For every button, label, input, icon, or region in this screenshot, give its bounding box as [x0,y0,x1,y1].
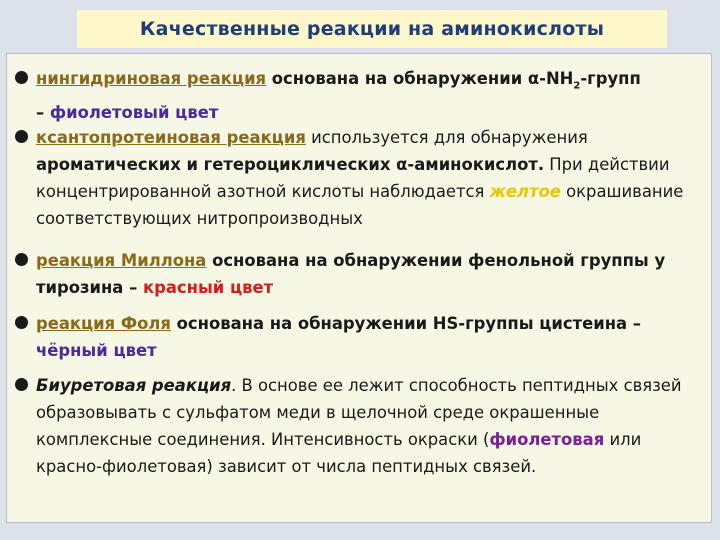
color-word: фиолетовый цвет [49,103,219,123]
reaction-label: реакция Фоля [36,314,171,333]
color-word: желтое [489,182,561,201]
content-panel [6,53,712,523]
reaction-label: ксантопротеиновая реакция [36,128,306,147]
item-text: нингидриновая реакция основана на обнаружении $\alpha-NH_2$-групп – фиолетовый цвет [36,69,641,123]
bullet-icon [15,316,28,329]
bullet-icon [15,130,28,143]
title-banner [77,10,667,48]
reaction-label: нингидриновая реакция [36,69,267,88]
color-word: фиолетовая [489,430,605,449]
reaction-label: Биуретовая реакция [36,376,232,395]
color-word: красный цвет [142,278,274,297]
item-text: реакция Миллона основана на обнаружении фенольной группы у тирозина – красный цвет [36,251,666,297]
bullet-icon [15,378,28,391]
color-word: чёрный цвет [36,341,157,360]
reaction-label: реакция Миллона [36,251,207,270]
item-text: реакция Фоля основана на обнаружении HS-группы цистеина – чёрный цвет [36,314,641,360]
item-text: ксантопротеиновая реакция используется для обнаружения ароматических и гетероциклических α-аминокислот. При действии концентрированной азотной кислоты наблюдается желтое окрашивание соответствующих нитропроизводных [36,128,684,228]
bullet-icon [15,71,28,84]
page-title: Качественные реакции на аминокислоты [139,18,605,40]
bullet-icon [15,253,28,266]
item-text: Биуретовая реакция. В основе ее лежит способность пептидных связей образовывать с сульфатом меди в щелочной среде окрашенные комплексные соединения. Интенсивность окраски (фиолетовая или красно-фиолетовая) зависит от числа пептидных связей. [36,376,682,476]
